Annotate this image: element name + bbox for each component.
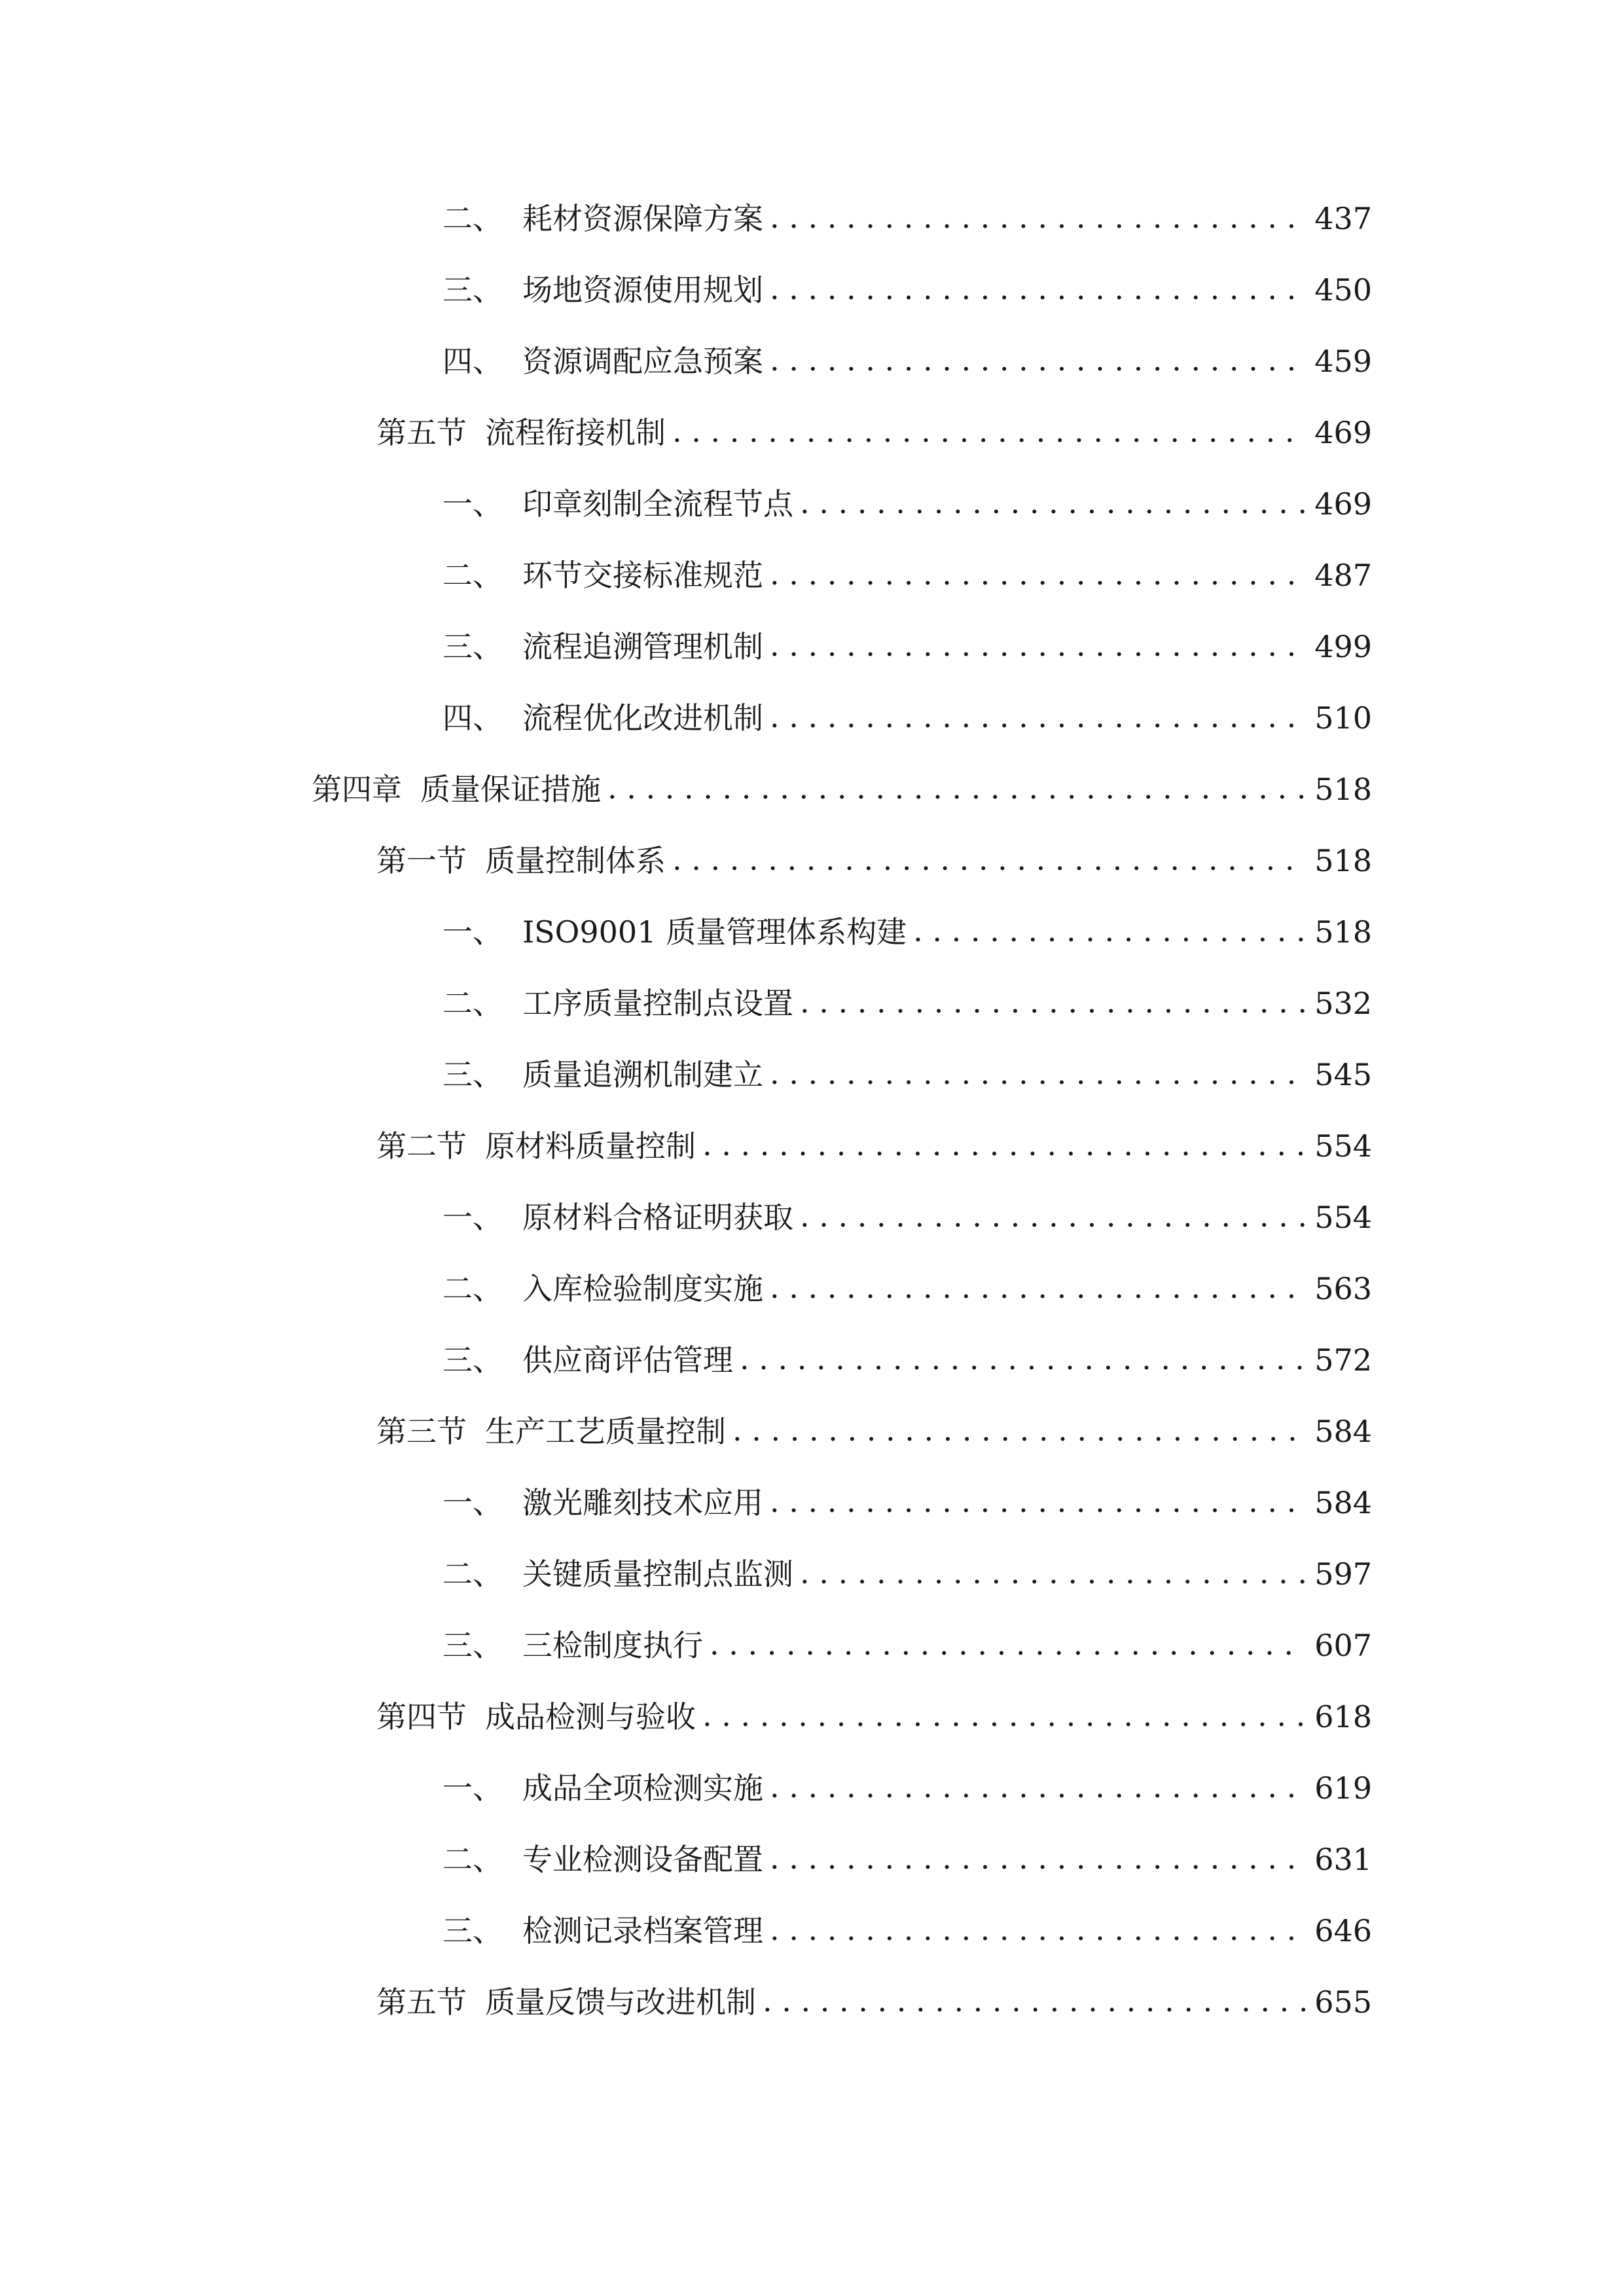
toc-entry-page: 499 bbox=[1314, 629, 1372, 664]
toc-entry[interactable] bbox=[442, 335, 1372, 387]
toc-entry[interactable] bbox=[442, 1548, 1372, 1600]
toc-entry[interactable] bbox=[442, 1762, 1372, 1814]
toc-entry[interactable] bbox=[442, 1263, 1372, 1315]
toc-entry-number: 第一节 bbox=[376, 843, 467, 878]
toc-entry-title: 流程追溯管理机制 bbox=[522, 629, 763, 664]
toc-entry[interactable] bbox=[376, 834, 1372, 887]
toc-entry-page: 618 bbox=[1314, 1699, 1372, 1734]
toc-entry-page: 518 bbox=[1314, 843, 1372, 878]
dot-leader bbox=[770, 1832, 1305, 1884]
toc-entry[interactable] bbox=[442, 264, 1372, 316]
toc-entry-page: 572 bbox=[1314, 1342, 1372, 1378]
toc-entry-number: 三、 bbox=[442, 629, 503, 664]
dot-leader bbox=[800, 976, 1305, 1028]
toc-entry-title: 质量保证措施 bbox=[420, 772, 601, 807]
toc-entry-page: 619 bbox=[1314, 1770, 1372, 1806]
dot-leader bbox=[672, 833, 1305, 886]
toc-entry-number: 一、 bbox=[442, 1770, 503, 1806]
dot-leader bbox=[800, 1547, 1305, 1599]
toc-entry[interactable] bbox=[376, 1120, 1372, 1172]
dot-leader bbox=[770, 191, 1305, 243]
dot-leader bbox=[770, 619, 1305, 672]
dot-leader bbox=[702, 1689, 1305, 1742]
toc-entry[interactable] bbox=[442, 977, 1372, 1030]
toc-entry-page: 554 bbox=[1314, 1200, 1372, 1235]
toc-entry-page: 554 bbox=[1314, 1128, 1372, 1164]
toc-entry-number: 第五节 bbox=[376, 1984, 467, 2020]
toc-entry-title: 原材料质量控制 bbox=[485, 1128, 696, 1164]
toc-entry-number: 一、 bbox=[442, 914, 503, 950]
toc-entry-title: 环节交接标准规范 bbox=[522, 558, 763, 593]
toc-entry[interactable] bbox=[442, 549, 1372, 601]
toc-entry[interactable] bbox=[442, 1191, 1372, 1244]
toc-entry-title: 供应商评估管理 bbox=[522, 1342, 733, 1378]
dot-leader bbox=[770, 548, 1305, 600]
toc-entry-page: 532 bbox=[1314, 986, 1372, 1021]
toc-entry-title: 资源调配应急预案 bbox=[522, 344, 763, 379]
dot-leader bbox=[770, 691, 1305, 743]
toc-entry-number: 二、 bbox=[442, 1271, 503, 1306]
toc-entry[interactable] bbox=[442, 478, 1372, 530]
dot-leader bbox=[770, 1047, 1305, 1100]
dot-leader bbox=[763, 1975, 1305, 2027]
toc-entry-title: 检测记录档案管理 bbox=[522, 1913, 763, 1948]
toc-entry-title: 流程衔接机制 bbox=[485, 415, 666, 450]
toc-entry[interactable] bbox=[442, 1049, 1372, 1101]
toc-entry-number: 三、 bbox=[442, 1628, 503, 1663]
toc-entry-number: 第四节 bbox=[376, 1699, 467, 1734]
toc-entry[interactable] bbox=[442, 1334, 1372, 1386]
toc-entry-number: 一、 bbox=[442, 1485, 503, 1520]
dot-leader bbox=[770, 1761, 1305, 1813]
dot-leader bbox=[770, 334, 1305, 386]
toc-entry[interactable] bbox=[442, 1477, 1372, 1529]
toc-entry-number: 二、 bbox=[442, 986, 503, 1021]
toc-entry-title: 三检制度执行 bbox=[522, 1628, 703, 1663]
toc-entry-title: 流程优化改进机制 bbox=[522, 700, 763, 736]
toc-entry[interactable] bbox=[376, 406, 1372, 459]
dot-leader bbox=[732, 1404, 1305, 1456]
toc-entry-number: 二、 bbox=[442, 1556, 503, 1592]
toc-entry-title: 印章刻制全流程节点 bbox=[522, 486, 793, 522]
dot-leader bbox=[607, 762, 1305, 814]
toc-entry-title: 激光雕刻技术应用 bbox=[522, 1485, 763, 1520]
toc-entry-page: 655 bbox=[1314, 1984, 1372, 2020]
toc-entry[interactable] bbox=[376, 1405, 1372, 1458]
toc-entry-title: 专业检测设备配置 bbox=[522, 1842, 763, 1877]
toc-entry-title: 原材料合格证明获取 bbox=[522, 1200, 793, 1235]
toc-entry-title: 入库检验制度实施 bbox=[522, 1271, 763, 1306]
toc-entry-title: 质量追溯机制建立 bbox=[522, 1057, 763, 1092]
toc-entry-page: 450 bbox=[1314, 272, 1372, 308]
toc-entry-page: 469 bbox=[1314, 415, 1372, 450]
toc-entry[interactable] bbox=[442, 1619, 1372, 1672]
toc-entry-page: 518 bbox=[1314, 772, 1372, 807]
toc-entry-page: 584 bbox=[1314, 1414, 1372, 1449]
toc-entry-page: 563 bbox=[1314, 1271, 1372, 1306]
toc-entry-page: 510 bbox=[1314, 700, 1372, 736]
dot-leader bbox=[770, 262, 1305, 315]
dot-leader bbox=[770, 1261, 1305, 1314]
toc-entry[interactable] bbox=[376, 1691, 1372, 1743]
toc-entry-number: 三、 bbox=[442, 1913, 503, 1948]
toc-entry-number: 第二节 bbox=[376, 1128, 467, 1164]
toc-entry-title: 场地资源使用规划 bbox=[522, 272, 763, 308]
toc-entry-number: 第四章 bbox=[312, 772, 402, 807]
toc-entry-page: 646 bbox=[1314, 1913, 1372, 1948]
dot-leader bbox=[913, 905, 1305, 957]
toc-entry-title: ISO9001 质量管理体系构建 bbox=[522, 914, 907, 950]
toc-entry-number: 第三节 bbox=[376, 1414, 467, 1449]
toc-entry[interactable] bbox=[376, 1976, 1372, 2028]
toc-entry-page: 597 bbox=[1314, 1556, 1372, 1592]
toc-entry-number: 二、 bbox=[442, 558, 503, 593]
toc-entry-page: 631 bbox=[1314, 1842, 1372, 1877]
toc-entry[interactable] bbox=[442, 192, 1372, 245]
toc-entry-number: 一、 bbox=[442, 486, 503, 522]
toc-entry-title: 耗材资源保障方案 bbox=[522, 201, 763, 236]
dot-leader bbox=[710, 1618, 1305, 1670]
toc-entry[interactable] bbox=[442, 906, 1372, 958]
toc-entry-page: 584 bbox=[1314, 1485, 1372, 1520]
dot-leader bbox=[672, 405, 1305, 457]
toc-entry-title: 成品检测与验收 bbox=[485, 1699, 696, 1734]
toc-entry-number: 四、 bbox=[442, 344, 503, 379]
dot-leader bbox=[770, 1475, 1305, 1528]
toc-entry-number: 第五节 bbox=[376, 415, 467, 450]
toc-entry-page: 469 bbox=[1314, 486, 1372, 522]
toc-entry[interactable] bbox=[442, 620, 1372, 673]
toc-entry-title: 工序质量控制点设置 bbox=[522, 986, 793, 1021]
toc-entry-title: 成品全项检测实施 bbox=[522, 1770, 763, 1806]
toc-entry-number: 二、 bbox=[442, 201, 503, 236]
dot-leader bbox=[800, 1190, 1305, 1242]
toc-entry-number: 三、 bbox=[442, 1342, 503, 1378]
toc-entry-page: 607 bbox=[1314, 1628, 1372, 1663]
toc-entry-title: 生产工艺质量控制 bbox=[485, 1414, 726, 1449]
toc-entry-page: 518 bbox=[1314, 914, 1372, 950]
toc-entry-page: 459 bbox=[1314, 344, 1372, 379]
toc-entry[interactable] bbox=[442, 692, 1372, 744]
toc-entry-title: 质量反馈与改进机制 bbox=[485, 1984, 756, 2020]
toc-entry-number: 一、 bbox=[442, 1200, 503, 1235]
dot-leader bbox=[740, 1333, 1305, 1385]
toc-entry-number: 二、 bbox=[442, 1842, 503, 1877]
toc-entry[interactable] bbox=[312, 763, 1372, 816]
toc-entry-page: 487 bbox=[1314, 558, 1372, 593]
toc-entry-title: 质量控制体系 bbox=[485, 843, 666, 878]
dot-leader bbox=[770, 1903, 1305, 1956]
toc-entry-page: 545 bbox=[1314, 1057, 1372, 1092]
toc-entry-number: 三、 bbox=[442, 1057, 503, 1092]
toc-entry[interactable] bbox=[442, 1833, 1372, 1886]
toc-entry-title: 关键质量控制点监测 bbox=[522, 1556, 793, 1592]
toc-entry-page: 437 bbox=[1314, 201, 1372, 236]
toc-entry[interactable] bbox=[442, 1905, 1372, 1957]
dot-leader bbox=[800, 476, 1305, 529]
toc-entry-number: 四、 bbox=[442, 700, 503, 736]
toc-entry-number: 三、 bbox=[442, 272, 503, 308]
dot-leader bbox=[702, 1119, 1305, 1171]
